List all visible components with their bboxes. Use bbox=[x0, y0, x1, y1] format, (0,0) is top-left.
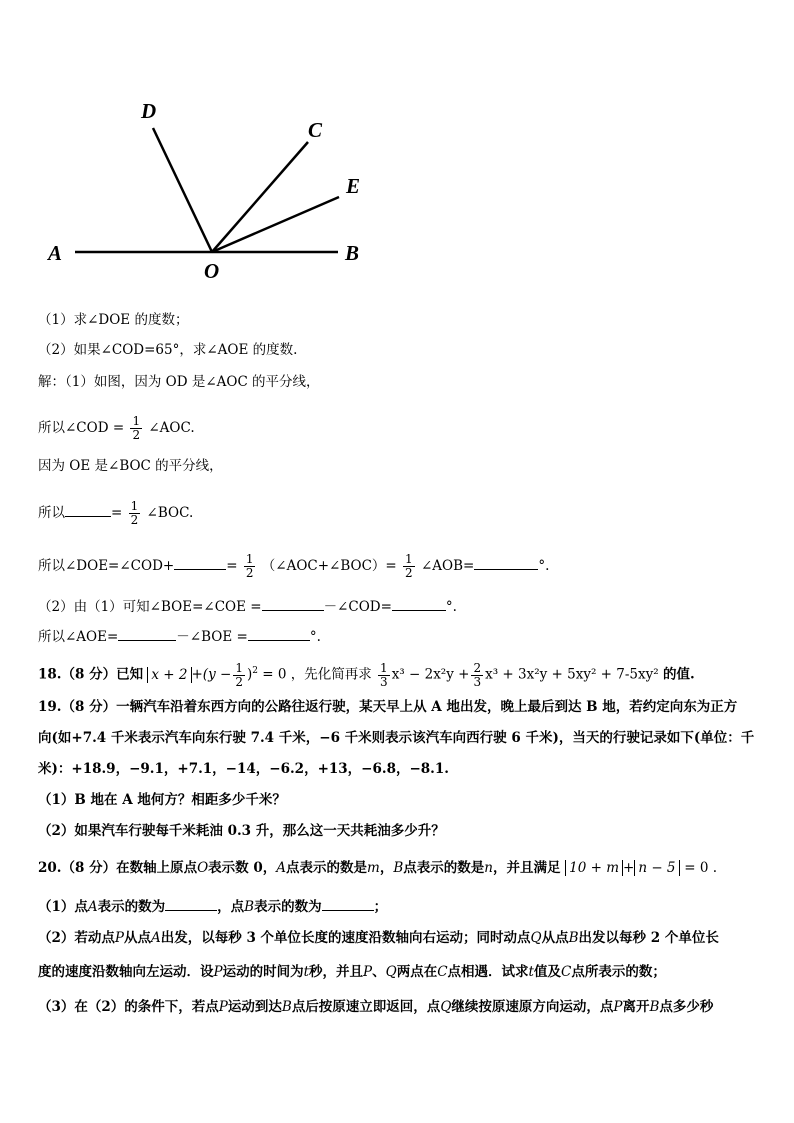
ray-OC bbox=[212, 142, 308, 252]
text: °. bbox=[445, 599, 457, 615]
fraction-num: 1 bbox=[235, 660, 243, 675]
text: + bbox=[623, 860, 635, 876]
fraction-den: 2 bbox=[132, 428, 141, 442]
q17-line-boe bbox=[38, 495, 193, 531]
answer-blank[interactable] bbox=[262, 596, 324, 611]
text: +(y − bbox=[191, 666, 232, 683]
var-B: B bbox=[568, 930, 579, 946]
q18-line bbox=[38, 652, 695, 694]
text: x³ − 2x²y + bbox=[391, 666, 470, 683]
fraction-half bbox=[130, 415, 142, 442]
fraction-num: 1 bbox=[130, 499, 139, 513]
fraction-num: 1 bbox=[405, 552, 413, 566]
text: （∠AOC+∠BOC）= bbox=[261, 558, 397, 574]
text: x³ + 3x²y + 5xy² + 7-5xy² bbox=[485, 666, 659, 683]
var-Q: Q bbox=[385, 964, 397, 980]
text: °. bbox=[538, 558, 550, 574]
text: 运动到达 bbox=[227, 999, 282, 1015]
fraction-den: 2 bbox=[245, 566, 254, 580]
fraction-den: 2 bbox=[235, 674, 243, 689]
answer-blank[interactable] bbox=[174, 555, 226, 570]
text: 离开 bbox=[622, 999, 650, 1015]
text: 两点在 bbox=[396, 964, 438, 980]
text: （1）点 bbox=[38, 899, 88, 915]
text: 、 bbox=[372, 964, 386, 980]
q17-solution-intro: 解：（1）如图，因为 OD 是∠AOC 的平分线， bbox=[38, 374, 320, 390]
ray-OE bbox=[212, 197, 339, 252]
fraction-den: 3 bbox=[473, 674, 482, 689]
text: 值及 bbox=[533, 964, 561, 980]
answer-blank[interactable] bbox=[118, 626, 176, 641]
fraction-half bbox=[244, 553, 256, 580]
ray-OD bbox=[153, 128, 212, 252]
text: ，点 bbox=[217, 899, 245, 915]
text: 继续按原速原方向运动，点 bbox=[451, 999, 614, 1015]
text: 度的速度沿数轴向左运动．设 bbox=[38, 964, 214, 980]
text: ∠BOC. bbox=[146, 505, 194, 521]
var-t: t bbox=[303, 964, 310, 980]
text: = bbox=[226, 558, 238, 574]
fraction-num: 2 bbox=[473, 660, 482, 675]
fraction-num: 1 bbox=[132, 414, 141, 428]
var-B: B bbox=[281, 999, 292, 1015]
fraction bbox=[378, 662, 390, 689]
text: 秒，并且 bbox=[309, 964, 364, 980]
text: 点表示的数是 bbox=[403, 860, 485, 876]
fraction-half bbox=[403, 553, 415, 580]
answer-blank[interactable] bbox=[165, 896, 217, 911]
text: （3）在（2）的条件下，若点 bbox=[38, 999, 219, 1015]
var-C: C bbox=[560, 964, 572, 980]
abs-expr: n − 5 bbox=[634, 860, 679, 876]
label-O: O bbox=[204, 259, 220, 283]
text: 的值. bbox=[662, 666, 695, 683]
fraction-den: 2 bbox=[405, 566, 413, 580]
text: ； bbox=[373, 899, 388, 915]
q17-line-oe: 因为 OE 是∠BOC 的平分线， bbox=[38, 458, 223, 474]
text: ∠AOB= bbox=[420, 558, 475, 574]
text: 所以∠AOE= bbox=[38, 629, 119, 645]
var-C: C bbox=[437, 964, 448, 980]
text: = bbox=[111, 505, 123, 521]
text: （2）由（1）可知∠BOE=∠COE = bbox=[38, 599, 262, 615]
text: （2）若动点 bbox=[38, 930, 115, 946]
text: °. bbox=[309, 629, 321, 645]
text: 出发以每秒 2 个单位长 bbox=[578, 930, 719, 946]
answer-blank[interactable] bbox=[474, 555, 538, 570]
answer-blank[interactable] bbox=[392, 596, 446, 611]
var-B: B bbox=[244, 899, 255, 915]
fraction bbox=[233, 662, 245, 689]
text: 出发，以每秒 3 个单位长度的速度沿数轴向右运动；同时动点 bbox=[160, 930, 531, 946]
q19-line1: 19.（8 分）一辆汽车沿着东西方向的公路往返行驶，某天早上从 A 地出发，晚上最后到达 B 地，若约定向东为正方 bbox=[38, 699, 738, 715]
q17-part2: （2）如果∠COD=65°，求∠AOE 的度数. bbox=[38, 342, 298, 358]
angle-figure bbox=[40, 95, 380, 285]
var-B: B bbox=[649, 999, 660, 1015]
text: 点相遇．试求 bbox=[447, 964, 529, 980]
q17-line-p2 bbox=[38, 596, 457, 616]
text: 所以∠COD = bbox=[38, 420, 125, 436]
text: = 0 ，先化简再求 bbox=[262, 666, 372, 683]
fraction-num: 1 bbox=[380, 660, 388, 675]
var-A: A bbox=[276, 860, 287, 876]
q18-prefix: 18.（8 分）已知 bbox=[38, 666, 144, 683]
q20-part3 bbox=[38, 998, 713, 1016]
var-m: m bbox=[367, 860, 380, 876]
text: ) bbox=[246, 666, 253, 683]
text: 运动的时间为 bbox=[222, 964, 304, 980]
q19-line3: 米)：+18.9，−9.1，+7.1，−14，−6.2，+13，−6.8，−8.1. bbox=[38, 761, 449, 777]
abs-expr: 10 + m bbox=[565, 860, 623, 876]
text: 表示的数为 bbox=[254, 899, 322, 915]
q20-line1 bbox=[38, 859, 717, 877]
q20-part1 bbox=[38, 896, 387, 916]
text: 点后按原速立即返回，点 bbox=[291, 999, 441, 1015]
var-P: P bbox=[613, 999, 623, 1015]
q20-part2-line1 bbox=[38, 929, 719, 947]
var-Q: Q bbox=[440, 999, 452, 1015]
q17-part1: （1）求∠DOE 的度数； bbox=[38, 312, 189, 328]
label-B: B bbox=[345, 241, 360, 265]
abs-expr: x + 2 bbox=[147, 667, 191, 683]
var-Q: Q bbox=[530, 930, 542, 946]
fraction-num: 1 bbox=[245, 552, 254, 566]
text: 点多少秒 bbox=[659, 999, 714, 1015]
q19-line2: 向(如+7.4 千米表示汽车向东行驶 7.4 千米，−6 千米则表示该汽车向西行驶 6 千米)，当天的行驶记录如下(单位：千 bbox=[38, 730, 755, 746]
text: 所以∠DOE=∠COD+ bbox=[38, 558, 175, 574]
answer-blank[interactable] bbox=[248, 626, 310, 641]
text: 点表示的数是 bbox=[286, 860, 368, 876]
text: ，并且满足 bbox=[492, 860, 561, 876]
var-P: P bbox=[218, 999, 228, 1015]
text: 所以 bbox=[38, 505, 65, 521]
text: －∠COD= bbox=[323, 599, 392, 615]
q19-part1: （1）B 地在 A 地何方？相距多少千米？ bbox=[38, 792, 286, 808]
fraction-half bbox=[129, 500, 141, 527]
text: 20.（8 分）在数轴上原点 bbox=[38, 860, 198, 876]
q17-line-aoe bbox=[38, 626, 321, 646]
label-C: C bbox=[308, 118, 323, 142]
var-B: B bbox=[393, 860, 404, 876]
answer-blank[interactable] bbox=[65, 502, 111, 517]
var-P: P bbox=[363, 964, 373, 980]
text: 从点 bbox=[124, 930, 151, 946]
q19-part2: （2）如果汽车行驶每千米耗油 0.3 升，那么这一天共耗油多少升？ bbox=[38, 823, 445, 839]
var-A: A bbox=[87, 899, 98, 915]
text: 表示的数为 bbox=[97, 899, 166, 915]
var-O: O bbox=[197, 860, 209, 876]
q20-part2-line2 bbox=[38, 963, 666, 981]
text: 从点 bbox=[541, 930, 569, 946]
text: 点所表示的数； bbox=[571, 964, 666, 980]
answer-blank[interactable] bbox=[322, 896, 374, 911]
var-A: A bbox=[151, 930, 161, 946]
text: ∠AOC. bbox=[148, 420, 195, 436]
var-n: n bbox=[484, 860, 493, 876]
label-D: D bbox=[141, 99, 157, 123]
q17-line-doe bbox=[38, 548, 549, 584]
fraction-den: 2 bbox=[130, 513, 139, 527]
label-A: A bbox=[48, 241, 63, 265]
text: = 0 . bbox=[684, 860, 718, 876]
fraction-den: 3 bbox=[380, 674, 388, 689]
var-P: P bbox=[213, 964, 223, 980]
var-t: t bbox=[528, 964, 534, 980]
q17-line-cod bbox=[38, 410, 195, 446]
text: ， bbox=[379, 860, 394, 876]
text: －∠BOE = bbox=[176, 629, 248, 645]
exponent: 2 bbox=[252, 666, 258, 676]
label-E: E bbox=[346, 174, 361, 198]
var-P: P bbox=[114, 930, 124, 946]
text: 表示数 0， bbox=[208, 860, 277, 876]
fraction bbox=[471, 662, 483, 689]
